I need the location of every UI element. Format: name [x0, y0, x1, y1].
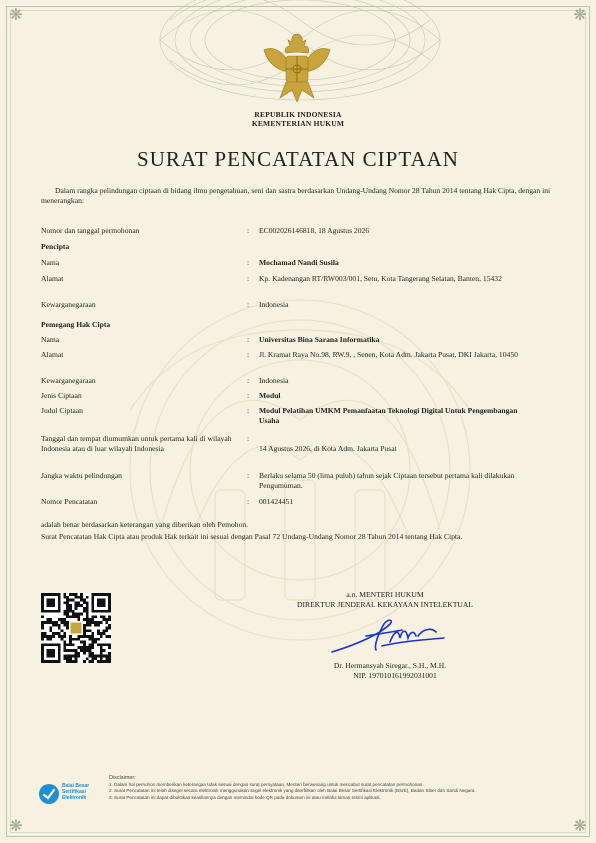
creator-heading: Pencipta — [41, 242, 70, 251]
signature-position: DIREKTUR JENDERAL KEKAYAAN INTELEKTUAL — [297, 600, 473, 609]
colon: : — [247, 226, 250, 235]
header-ministry: KEMENTERIAN HUKUM — [251, 119, 345, 128]
colon: : — [247, 335, 250, 344]
corner-ornament-top-right: ❋ — [573, 7, 587, 24]
closing-statement: adalah benar berdasarkan keterangan yang diberikan oleh Pemohon. — [41, 520, 249, 529]
colon: : — [247, 406, 250, 415]
holder-address: Jl. Kramat Raya No.98, RW.9, , Senen, Kota Adm. Jakarta Pusat, DKI Jakarta, 10450 — [259, 350, 518, 359]
disclaimer — [109, 775, 564, 801]
holder-name: Universitas Bina Sarana Informatika — [259, 335, 380, 344]
bsre-line-3: Elektronik — [62, 794, 87, 801]
bsre-name — [62, 784, 89, 801]
holder-heading: Pemegang Hak Cipta — [41, 320, 111, 329]
colon: : — [247, 391, 250, 400]
holder-nationality: Indonesia — [259, 376, 289, 385]
record-number-label: Nomor Pencatatan — [41, 497, 98, 506]
disclaimer-item: 1. Dalam hal pemohon memberikan keterangan tidak sesuai dengan surat pernyataan, Menteri berwenang untuk mencabut surat pencatatan permohonan. — [109, 781, 424, 787]
disclaimer-item: 2. Surat Pencatatan ini telah disegel secara elektronik menggunakan segel elektronik yang diterbitkan oleh Balai Besar Sertifikasi Elektronik (BSrE), Badan Siber dan Sandi Negara. — [109, 788, 476, 794]
corner-ornament-bottom-right: ❋ — [573, 818, 587, 835]
application-value: EC002026146818, 18 Agustus 2026 — [259, 226, 370, 235]
colon: : — [247, 258, 250, 267]
announcement-value: 14 Agustus 2026, di Kota Adm. Jakarta Pusat — [259, 444, 397, 453]
holder-nationality-label: Kewarganegaraan — [41, 376, 96, 385]
record-number: 001424451 — [259, 497, 294, 506]
signature-on-behalf: a.n. MENTERI HUKUM — [346, 590, 424, 599]
creator-name: Mochamad Nandi Susila — [259, 258, 339, 267]
colon: : — [247, 274, 250, 283]
legal-basis-statement: Surat Pencatatan Hak Cipta atau produk Hak terkait ini sesuai dengan Pasal 72 Undang-Undang Nomor 28 Tahun 2014 tentang Hak Cipta. — [41, 532, 463, 541]
corner-ornament-bottom-left: ❋ — [9, 818, 23, 835]
document-title: SURAT PENCATATAN CIPTAAN — [137, 147, 459, 171]
colon: : — [247, 300, 250, 309]
work-title-label: Judul Ciptaan — [41, 406, 83, 415]
announcement-label: Tanggal dan tempat diumumkan untuk pertama kali di wilayah Indonesia atau di luar wilayah Indonesia — [41, 434, 232, 453]
bsre-line-2: Sertifikasi — [62, 788, 86, 795]
creator-address: Kp. Kadenangan RT/RW003/001, Setu, Kota Tangerang Selatan, Banten, 15432 — [259, 274, 502, 283]
application-label: Nomor dan tanggal permohonan — [41, 226, 140, 235]
colon: : — [247, 434, 250, 443]
creator-address-label: Alamat — [41, 274, 64, 283]
colon: : — [247, 471, 250, 480]
qr-code[interactable] — [41, 593, 111, 663]
handwritten-signature — [328, 612, 448, 658]
creator-nationality: Indonesia — [259, 300, 289, 309]
creator-nationality-label: Kewarganegaraan — [41, 300, 96, 309]
protection-period: Berlaku selama 50 (lima puluh) tahun sejak Ciptaan tersebut pertama kali dilakukan Pengumuman. — [259, 471, 515, 490]
intro-paragraph: Dalam rangka pelindungan ciptaan di bidang ilmu pengetahuan, seni dan sastra berdasarkan Undang-Undang Nomor 28 Tahun 2014 tentang Hak Cipta, dengan ini menerangkan: — [41, 186, 551, 205]
bsre-line-1: Balai Besar — [62, 783, 90, 789]
bsre-logo-icon — [38, 783, 60, 805]
colon: : — [247, 350, 250, 359]
protection-period-label: Jangka waktu pelindungan — [41, 471, 122, 480]
holder-address-label: Alamat — [41, 350, 64, 359]
disclaimer-heading: Disclaimer: — [109, 775, 136, 781]
signatory-nip: NIP. 197010161992031001 — [353, 671, 437, 680]
colon: : — [247, 497, 250, 506]
holder-name-label: Nama — [41, 335, 60, 344]
disclaimer-item: 3. Surat Pencatatan ini dapat dibuktikan keasliannya dengan memindai kode QR pada dokumen ini atau melalui laman resmi aplikasi. — [109, 794, 381, 800]
signatory-name: Dr. Hermansyah Siregar., S.H., M.H. — [333, 661, 447, 670]
work-type: Modul — [259, 391, 281, 400]
work-type-label: Jenis Ciptaan — [41, 391, 82, 400]
header-country: REPUBLIK INDONESIA — [254, 110, 342, 119]
corner-ornament-top-left: ❋ — [9, 7, 23, 24]
garuda-emblem-icon — [258, 28, 336, 108]
colon: : — [247, 376, 250, 385]
creator-name-label: Nama — [41, 258, 60, 267]
work-title: Modul Pelatihan UMKM Pemanfaatan Teknologi Digital Untuk Pengembangan Usaha — [259, 406, 518, 425]
